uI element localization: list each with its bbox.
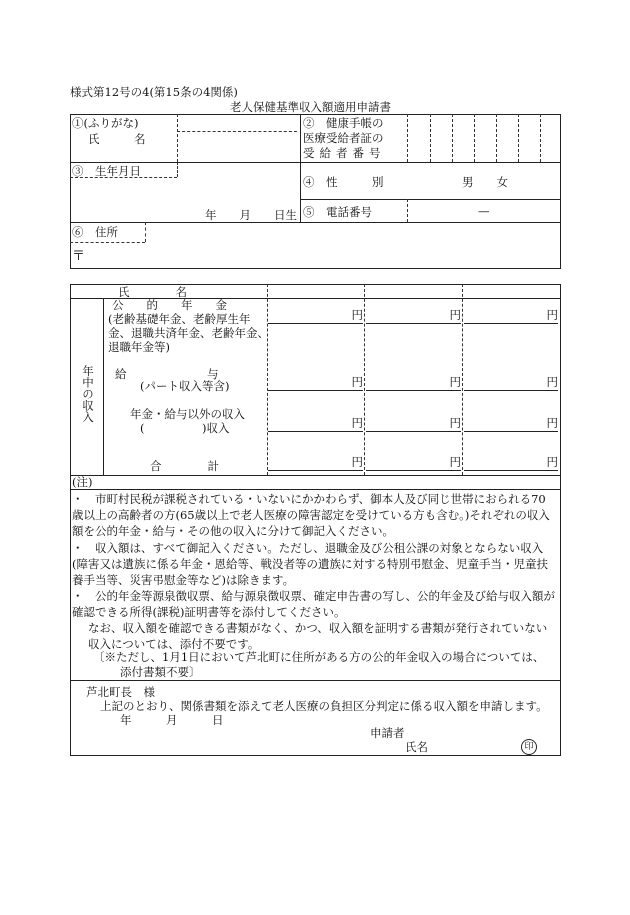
note-5-line-1: 〔※ただし、1月1日において芦北町に住所がある方の公的年金収入の場合については、 — [93, 650, 545, 664]
public-pension-desc-2: 金、退職共済年金、老齢年金、 — [108, 326, 269, 340]
sex-label: ④ 性 別 — [303, 175, 384, 189]
form-reference: 様式第12号の4(第15条の4関係) — [70, 85, 238, 99]
addressee: 芦北町長 様 — [86, 685, 155, 699]
yen-unit: 円 — [546, 416, 558, 430]
note-1: ・ 市町村民税が課税されている・いないにかかわらず、御本人及び同じ世帯におられる70歳以上の高齢者の方(65歳以上で老人医療の障害認定を受けている方も含む。)それぞれの収入額を公的年金・給与・その他の収入に分けて御記入ください。 — [72, 492, 550, 538]
seal-mark: 印 — [521, 739, 537, 755]
salary-label: 給 与 — [115, 367, 219, 381]
applicant-name-label: 氏名 — [405, 740, 428, 754]
yen-unit: 円 — [449, 375, 461, 389]
name-field[interactable] — [180, 134, 296, 160]
yen-unit: 円 — [449, 455, 461, 469]
yen-unit: 円 — [546, 455, 558, 469]
address-label: ⑥ 住所 — [72, 225, 118, 239]
insurance-number-field[interactable] — [408, 115, 559, 161]
yen-unit: 円 — [351, 308, 363, 322]
birthdate-units: 年 月 日生 — [205, 208, 297, 222]
furigana-label: ①(ふりがな) — [72, 116, 139, 130]
yen-unit: 円 — [546, 308, 558, 322]
salary-desc: (パート収入等含) — [140, 379, 230, 393]
insurance-number-label-2: 医療受給者証の — [303, 131, 384, 145]
notes-header: (注) — [72, 475, 93, 489]
applicant-label: 申請者 — [370, 726, 405, 740]
yen-unit: 円 — [351, 375, 363, 389]
other-income-desc[interactable]: ( )収入 — [140, 421, 230, 435]
applicant-name-field[interactable] — [430, 738, 515, 754]
note-5-line-2: 添付書類不要〕 — [120, 665, 201, 679]
phone-value[interactable]: — — [478, 204, 490, 218]
yen-unit: 円 — [449, 416, 461, 430]
public-pension-label: 公 的 年 金 — [112, 298, 227, 312]
yen-unit: 円 — [351, 416, 363, 430]
total-label: 合 計 — [150, 459, 219, 473]
name-label: 氏 名 — [88, 132, 146, 146]
other-income-label: 年金・給与以外の収入 — [130, 407, 245, 421]
insurance-number-label-3: 受給者番号 — [303, 146, 386, 160]
phone-label: ⑤ 電話番号 — [303, 205, 372, 219]
income-side-label: 年中の収入 — [81, 365, 95, 423]
application-statement: 上記のとおり、関係書類を添えて老人医療の負担区分判定に係る収入額を申請します。 — [100, 699, 548, 713]
public-pension-desc-3: 退職年金等) — [108, 340, 170, 354]
application-date[interactable]: 年 月 日 — [120, 713, 224, 727]
yen-unit: 円 — [449, 308, 461, 322]
address-field[interactable] — [90, 245, 558, 265]
form-title: 老人保健基準収入額適用申請書 — [230, 100, 391, 114]
income-name-header: 氏 名 — [118, 285, 187, 299]
postal-mark: 〒 — [72, 249, 86, 264]
insurance-number-label-1: ② 健康手帳の — [303, 116, 384, 130]
birthdate-label: ③ 生年月日 — [72, 164, 141, 178]
sex-options[interactable]: 男 女 — [462, 175, 508, 189]
yen-unit: 円 — [351, 455, 363, 469]
yen-unit: 円 — [546, 375, 558, 389]
note-3: ・ 公的年金等源泉徴収票、給与源泉徴収票、確定申告書の写し、公的年金及び給与収入額が確認できる所得(課税)証明書等を添付してください。 — [72, 589, 555, 619]
note-4: なお、収入額を確認できる書類がなく、かつ、収入額を証明する書類が発行されていない収入については、添付不要です。 — [88, 621, 548, 651]
birthdate-field[interactable] — [72, 180, 298, 220]
note-2: ・ 収入額は、すべて御記入ください。ただし、退職金及び公租公課の対象とならない収入(障害又は遺族に係る年金・恩給等、戦没者等の遺族に対する特別弔慰金、児童手当・児童扶養手当等、災害弔慰金等など)は除きます。 — [72, 541, 548, 587]
public-pension-desc-1: (老齢基礎年金、老齢厚生年 — [108, 312, 251, 326]
